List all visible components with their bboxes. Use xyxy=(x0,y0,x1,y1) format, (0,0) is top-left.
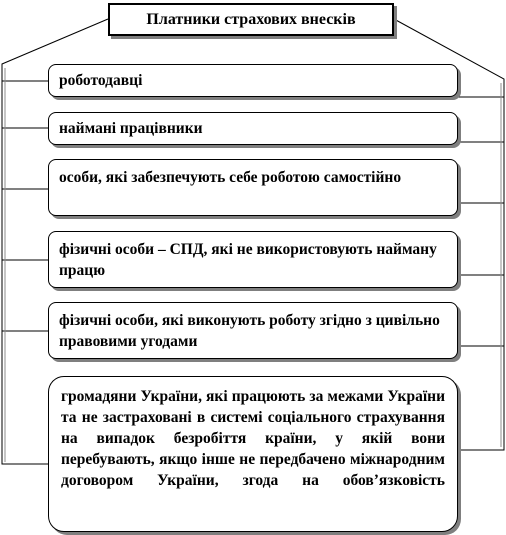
payer-box-self-employed xyxy=(48,159,458,216)
payer-label-entrepreneurs: фізичні особи – СПД, які не використовують найману працю xyxy=(59,241,437,279)
diagram-title: Платники страхових внесків xyxy=(108,3,394,36)
payer-box-employers xyxy=(48,64,458,97)
payer-label-citizens-abroad: громадяни України, які працюють за межами України та не застраховані в системі соціального страхування на випадок безробіття країни, у якій вони перебувають, якщо інше не передбачено міжнародним договором України, згода на обов’язковість xyxy=(61,388,445,489)
payer-box-employees xyxy=(48,112,458,145)
payer-box-civil-contracts xyxy=(48,302,458,359)
payer-box-citizens-abroad xyxy=(48,376,458,532)
payer-label-employees: наймані працівники xyxy=(59,120,203,137)
payer-box-entrepreneurs xyxy=(48,231,458,288)
payer-label-self-employed: особи, які забезпечують себе роботою самостійно xyxy=(59,169,402,186)
payer-label-civil-contracts: фізичні особи, які виконують роботу згідно з цивільно правовими угодами xyxy=(59,312,440,350)
payer-label-employers: роботодавці xyxy=(59,72,143,89)
